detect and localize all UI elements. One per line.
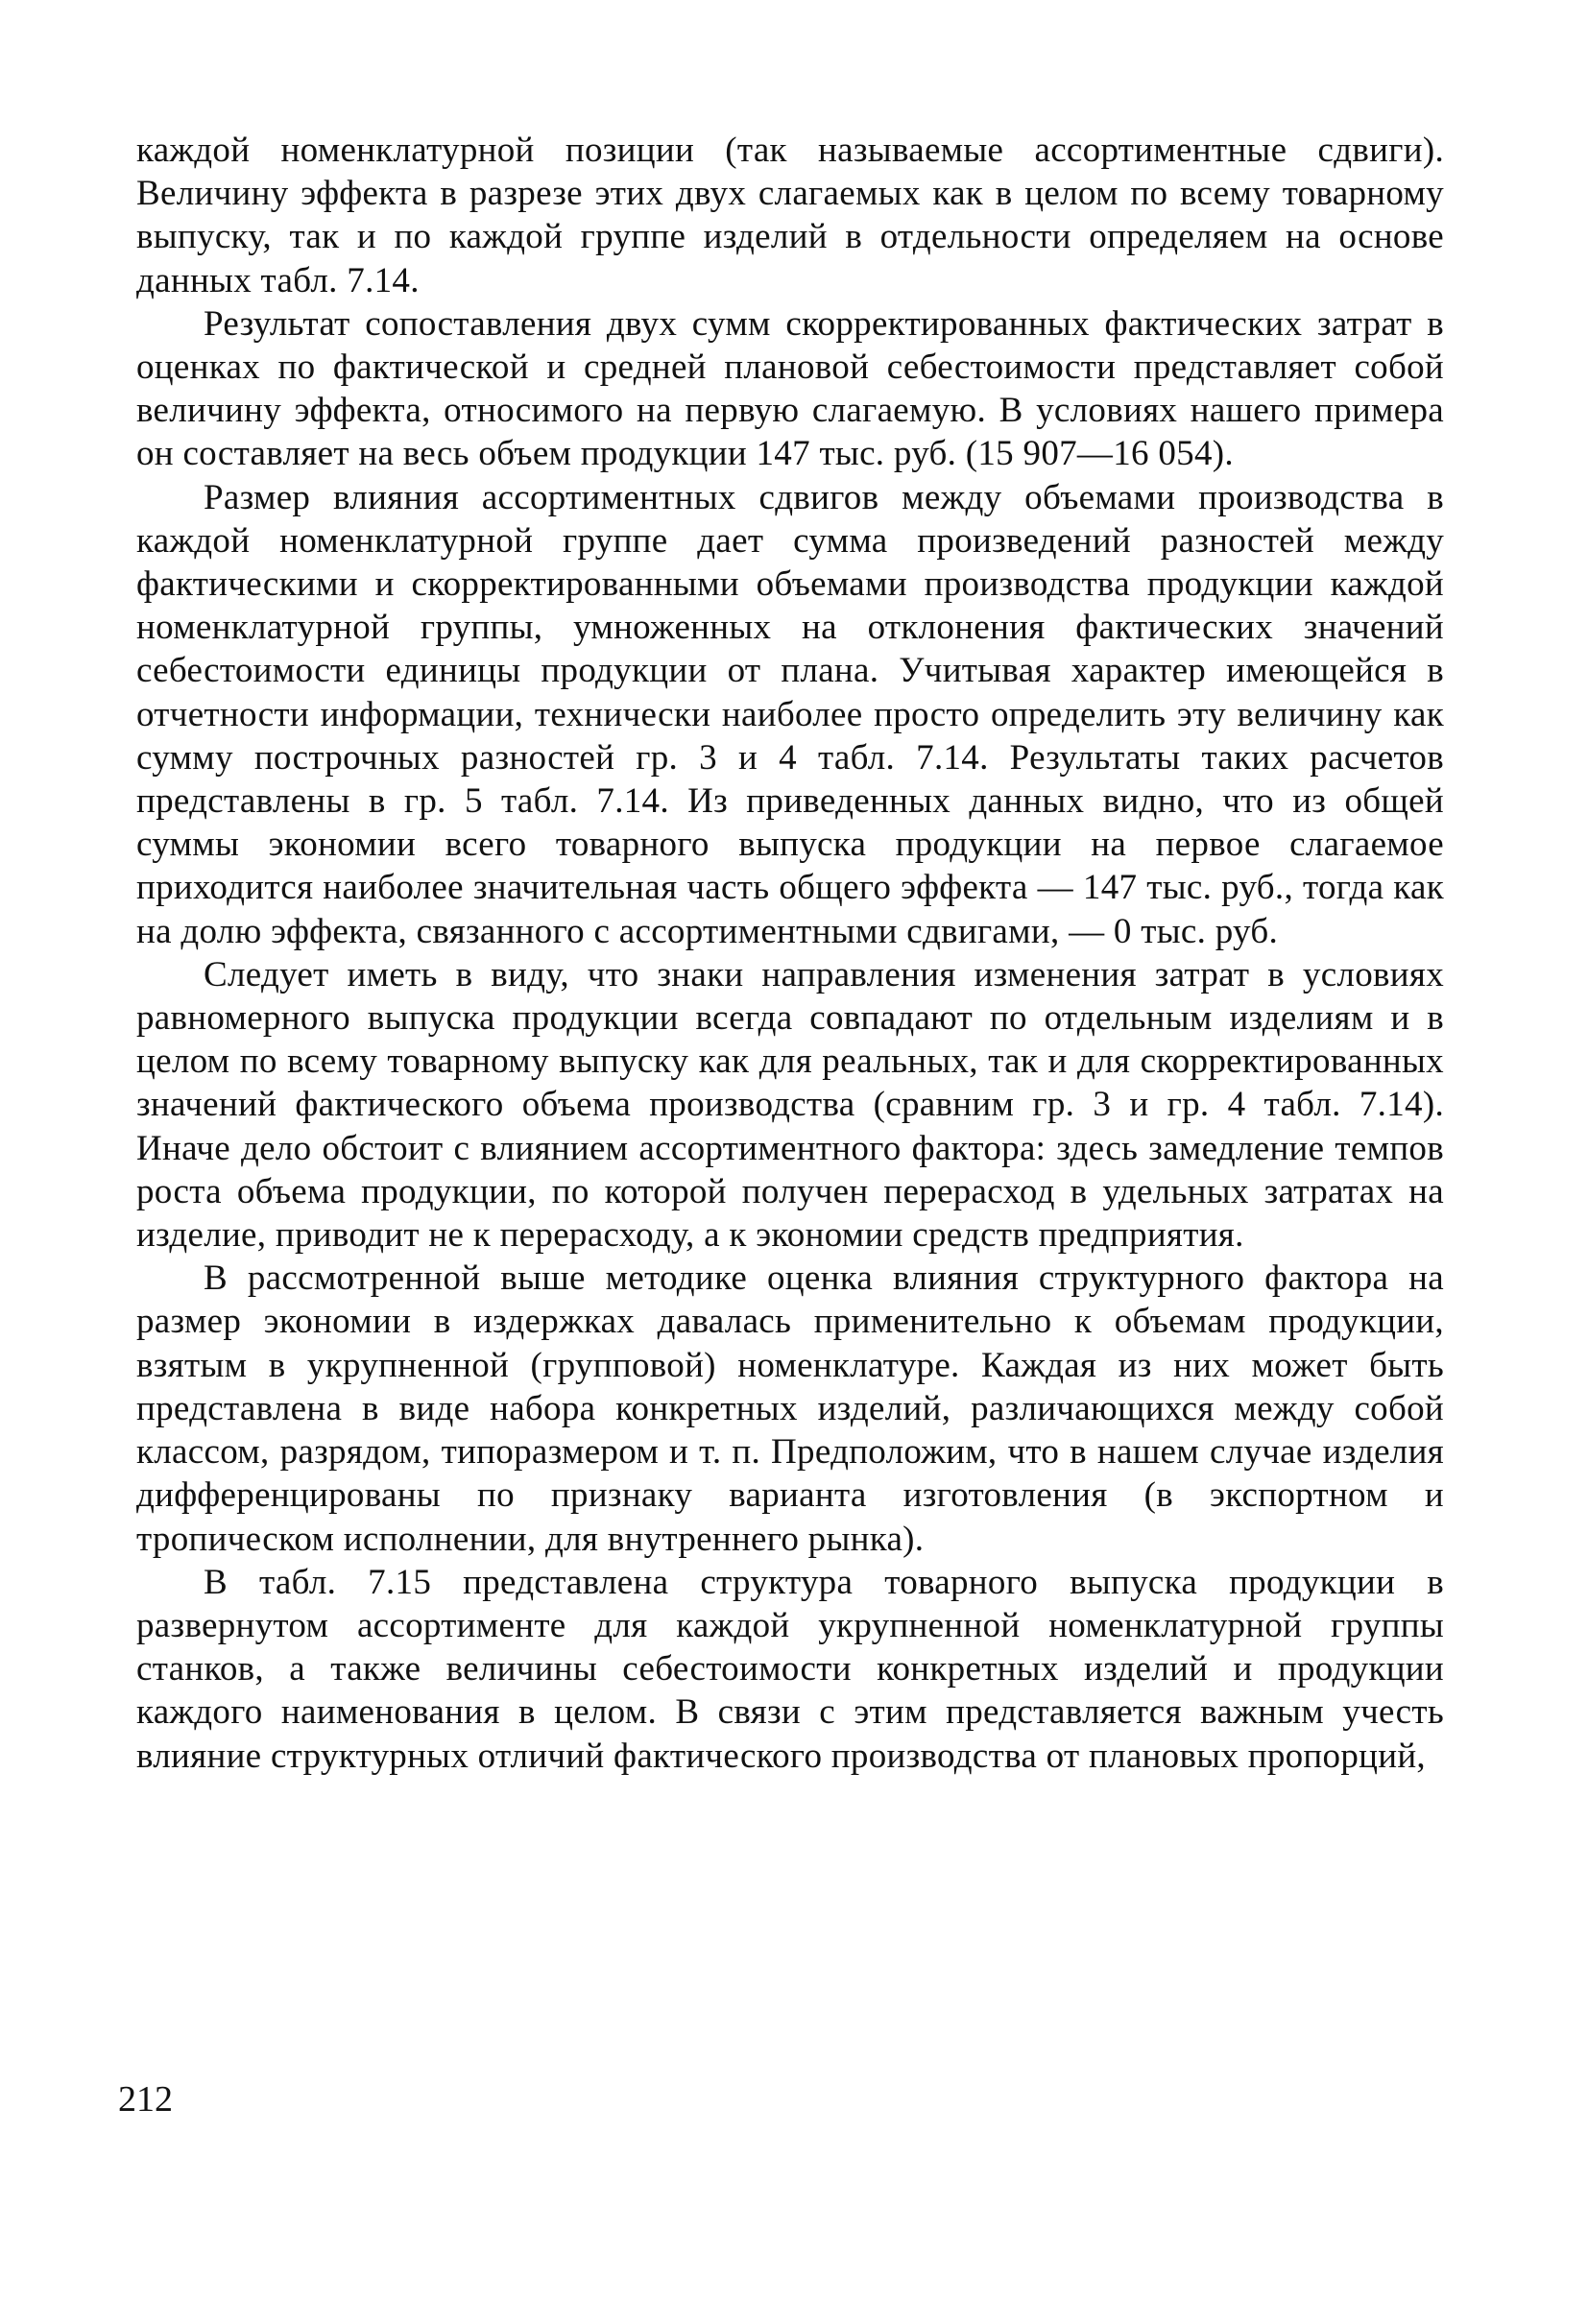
paragraph-6: В табл. 7.15 представлена структура товарного выпуска продукции в развернутом ассортименте для каждой укрупненной номенклатурной группы станков, а также величины себестоимости конкретных изделий и продукции каждого наименования в целом. В связи с этим представляется важным учесть влияние структурных отличий фактического производства от плановых пропорций, <box>136 1562 1444 1776</box>
paragraph-2: Результат сопоставления двух сумм скорректированных фактических затрат в оценках по фактической и средней плановой себестоимости представляет собой величину эффекта, относимого на первую слагаемую. В условиях нашего примера он составляет на весь объем продукции 147 тыс. руб. (15 907—16 054). <box>136 303 1444 474</box>
paragraph-3: Размер влияния ассортиментных сдвигов между объемами производства в каждой номенклатурной группе дает сумма произведений разностей между фактическими и скорректированными объемами производства продукции каждой номенклатурной группы, умноженных на отклонения фактических значений себестоимости единицы продукции от плана. Учитывая характер имеющейся в отчетности информации, технически наиболее просто определить эту величину как сумму построчных разностей гр. 3 и 4 табл. 7.14. Результаты таких расчетов представлены в гр. 5 табл. 7.14. Из приведенных данных видно, что из общей суммы экономии всего товарного выпуска продукции на первое слагаемое приходится наиболее значительная часть общего эффекта — 147 тыс. руб., тогда как на долю эффекта, связанного с ассортиментными сдвигами, — 0 тыс. руб. <box>136 477 1444 951</box>
paragraph-5: В рассмотренной выше методике оценка влияния структурного фактора на размер экономии в издержках давалась применительно к объемам продукции, взятым в укрупненной (групповой) номенклатуре. Каждая из них может быть представлена в виде набора конкретных изделий, различающихся между собой классом, разрядом, типоразмером и т. п. Предположим, что в нашем случае изделия дифференцированы по признаку варианта изготовления (в экспортном и тропическом исполнении, для внутреннего рынка). <box>136 1258 1444 1559</box>
page-number: 212 <box>118 2079 173 2120</box>
paragraph-1: каждой номенклатурной позиции (так называемые ассортиментные сдвиги). Величину эффекта в разрезе этих двух слагаемых как в целом по всему товарному выпуску, так и по каждой группе изделий в отдельности определяем на основе данных табл. 7.14. <box>136 131 1444 300</box>
paragraph-4: Следует иметь в виду, что знаки направления изменения затрат в условиях равномерного выпуска продукции всегда совпадают по отдельным изделиям и в целом по всему товарному выпуску как для реальных, так и для скорректированных значений фактического объема производства (сравним гр. 3 и гр. 4 табл. 7.14). Иначе дело обстоит с влиянием ассортиментного фактора: здесь замедление темпов роста объема продукции, по которой получен перерасход в удельных затратах на изделие, приводит не к перерасходу, а к экономии средств предприятия. <box>136 954 1444 1256</box>
body-text <box>136 129 1444 1778</box>
